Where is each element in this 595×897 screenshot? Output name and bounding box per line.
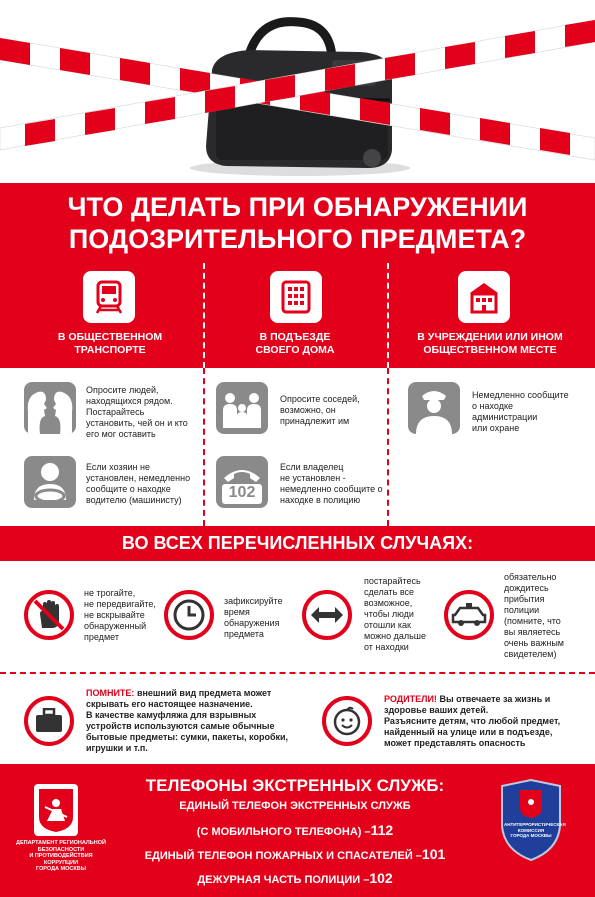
column-divider xyxy=(203,263,205,368)
column-divider xyxy=(203,368,205,526)
rule-move-people: постарайтесь сделать все возможное, чтобы люди отошли как можно дальше от находки xyxy=(364,576,427,652)
people-talking-icon xyxy=(24,382,76,434)
page-title-line1: ЧТО ДЕЛАТЬ ПРИ ОБНАРУЖЕНИИ xyxy=(67,192,528,222)
arrows-icon xyxy=(302,590,352,640)
rule-record-time: зафиксируйте время обнаружения предмета xyxy=(224,596,283,639)
column-divider xyxy=(387,263,389,368)
step-home-neighbors: Опросите соседей, возможно, он принадлежит им xyxy=(280,394,360,426)
family-icon xyxy=(216,382,268,434)
category-transport: В ОБЩЕСТВЕННОМ ТРАНСПОРТЕ xyxy=(57,331,163,356)
all-cases-heading: ВО ВСЕХ ПЕРЕЧИСЛЕННЫХ СЛУЧАЯХ: xyxy=(121,533,474,553)
phones-line1: ЕДИНЫЙ ТЕЛЕФОН ЭКСТРЕННЫХ СЛУЖБ xyxy=(179,800,411,812)
phones-line4: ДЕЖУРНАЯ ЧАСТЬ ПОЛИЦИИ –102 xyxy=(197,870,393,886)
right-emblem-caption: АНТИТЕРРОРИСТИЧЕСКАЯ КОМИССИЯ ГОРОДА МОСКВЫ xyxy=(504,822,566,838)
building-icon xyxy=(270,271,322,323)
train-icon xyxy=(83,271,135,323)
suspicious-bag-illustration xyxy=(0,0,595,183)
page-title-line2: ПОДОЗРИТЕЛЬНОГО ПРЕДМЕТА? xyxy=(68,224,527,254)
hero-image xyxy=(0,0,595,183)
category-home: В ПОДЪЕЗДЕ СВОЕГО ДОМА xyxy=(255,331,335,356)
note-parents: РОДИТЕЛИ! Вы отвечаете за жизнь и здоровье ваших детей. Разъясните детям, что любой предмет, найденный на улице или в подъезде, может представлять опасность xyxy=(384,694,561,748)
moscow-coat-of-arms-icon xyxy=(34,784,78,836)
left-emblem-caption: ДЕПАРТАМЕНТ РЕГИОНАЛЬНОЙ БЕЗОПАСНОСТИ И ПРОТИВОДЕЙСТВИЯ КОРРУПЦИИ ГОРОДА МОСКВЫ xyxy=(16,840,106,872)
police-car-icon xyxy=(444,590,494,640)
title-band xyxy=(0,183,595,368)
all-cases-band xyxy=(0,526,595,561)
category-institution: В УЧРЕЖДЕНИИ ИЛИ ИНОМ ОБЩЕСТВЕННОМ МЕСТЕ xyxy=(417,331,563,356)
clock-icon xyxy=(164,590,214,640)
child-face-icon xyxy=(322,696,372,746)
security-guard-icon xyxy=(408,382,460,434)
driver-icon xyxy=(24,456,76,508)
institution-icon xyxy=(458,271,510,323)
phones-line3: ЕДИНЫЙ ТЕЛЕФОН ПОЖАРНЫХ И СПАСАТЕЛЕЙ –101 xyxy=(144,846,446,862)
rule-wait-police: обязательно дождитесь прибытия полиции (помните, что вы являетесь очень важным свидетелем) xyxy=(504,572,564,659)
emergency-phones-band xyxy=(0,764,595,897)
step-transport-ask: Опросите людей, находящихся рядом. Постарайтесь установить, чей он и кто его мог оставить xyxy=(86,385,188,439)
briefcase-icon xyxy=(24,696,74,746)
step-transport-driver: Если хозяин не установлен, немедленно сообщите о находке водителю (машинисту) xyxy=(86,462,191,505)
phone-102-label: 102 xyxy=(228,484,256,501)
rule-do-not-touch: не трогайте, не передвигайте, не вскрывайте обнаруженный предмет xyxy=(84,588,156,642)
section-divider xyxy=(0,672,595,674)
step-home-police: Если владелец не установлен - немедленно сообщите о находке в полицию xyxy=(280,462,383,505)
antiterror-commission-shield-icon xyxy=(498,778,564,862)
phones-line2: (С МОБИЛЬНОГО ТЕЛЕФОНА) –112 xyxy=(196,822,394,838)
stop-hand-icon xyxy=(24,590,74,640)
note-attention: ПОМНИТЕ: внешний вид предмета может скрывать его настоящее назначение. В качестве камуфляжа для взрывных устройств используются самые обычные бытовые предметы: сумки, пакеты, коробки, игрушки и т.п. xyxy=(86,688,289,753)
step-institution-report: Немедленно сообщите о находке администрации или охране xyxy=(472,390,569,433)
phones-heading: ТЕЛЕФОНЫ ЭКСТРЕННЫХ СЛУЖБ: xyxy=(145,776,445,795)
